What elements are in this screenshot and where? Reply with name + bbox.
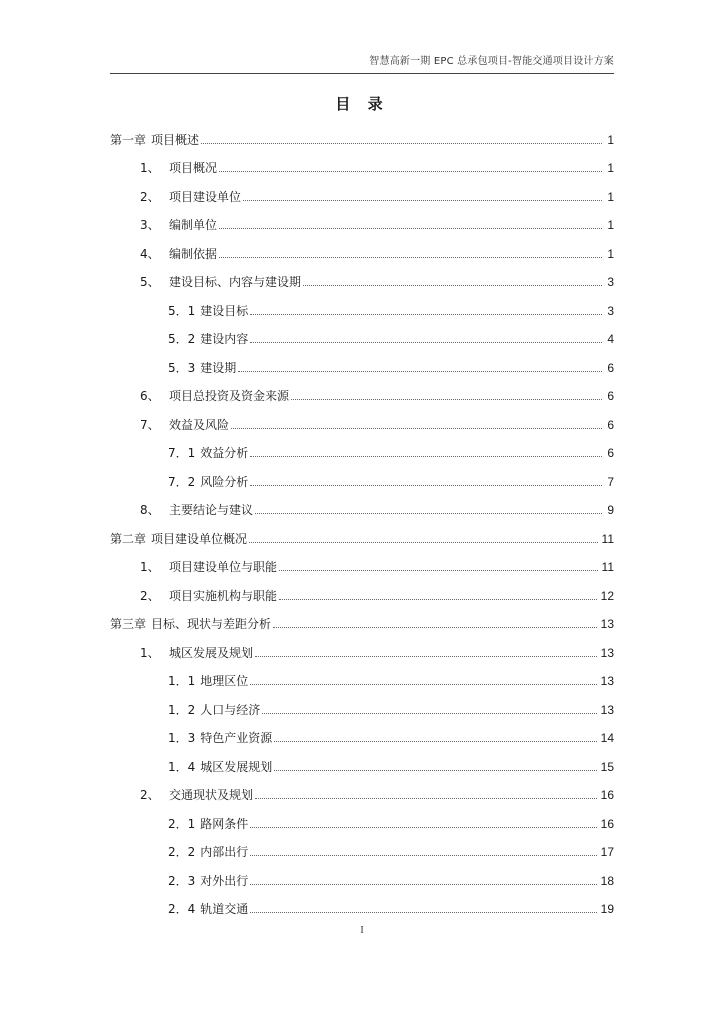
- dot-leader: [250, 912, 596, 913]
- dot-leader: [250, 342, 602, 343]
- dot-leader: [303, 285, 602, 286]
- entry-number: 1．3: [168, 731, 196, 745]
- entry-title: 编制单位: [169, 218, 218, 232]
- entry-title: 对外出行: [200, 873, 249, 888]
- entry-title: 项目概况: [169, 161, 218, 175]
- entry-page-number: 1: [607, 218, 614, 232]
- entry-number: 第三章: [110, 617, 147, 631]
- entry-number: 4、: [140, 246, 160, 261]
- dot-leader: [274, 770, 596, 771]
- entry-page-number: 7: [607, 474, 614, 489]
- entry-title: 项目建设单位: [169, 189, 242, 204]
- toc-entry[interactable]: [110, 831, 614, 860]
- dot-leader: [250, 855, 596, 856]
- entry-number: 2．3: [168, 873, 196, 888]
- entry-page-number: 1: [607, 246, 614, 261]
- dot-leader: [219, 228, 602, 229]
- entry-number: 7．2: [168, 474, 196, 489]
- entry-number: 1、: [140, 560, 160, 574]
- dot-leader: [255, 513, 602, 514]
- dot-leader: [250, 456, 602, 457]
- entry-number: 第一章: [110, 132, 147, 147]
- entry-page-number: 15: [600, 759, 614, 774]
- toc-entry[interactable]: [110, 147, 614, 176]
- entry-page-number: 4: [607, 332, 614, 346]
- entry-title: 风险分析: [200, 474, 249, 489]
- entry-title: 编制依据: [169, 246, 218, 261]
- entry-title: 主要结论与建议: [169, 503, 254, 517]
- entry-page-number: 13: [600, 702, 614, 717]
- entry-page-number: 16: [600, 788, 614, 802]
- dot-leader: [279, 570, 598, 571]
- dot-leader: [243, 200, 602, 201]
- toc-entry[interactable]: [110, 460, 614, 489]
- entry-title: 城区发展及规划: [169, 645, 254, 660]
- entry-page-number: 3: [607, 275, 614, 289]
- entry-number: 5．3: [168, 360, 196, 375]
- dot-leader: [250, 827, 596, 828]
- toc-entry[interactable]: [110, 888, 614, 917]
- dot-leader: [250, 314, 602, 315]
- entry-title: 轨道交通: [200, 902, 249, 916]
- toc-entry[interactable]: [110, 318, 614, 347]
- toc-entry[interactable]: [110, 432, 614, 461]
- dot-leader: [201, 143, 602, 144]
- toc-entry[interactable]: [110, 603, 614, 632]
- entry-number: 1、: [140, 161, 160, 175]
- dot-leader: [274, 741, 596, 742]
- dot-leader: [262, 713, 596, 714]
- entry-page-number: 3: [607, 303, 614, 318]
- dot-leader: [255, 656, 597, 657]
- entry-number: 7．1: [168, 446, 196, 460]
- entry-page-number: 14: [600, 731, 614, 745]
- toc-entry[interactable]: [110, 489, 614, 518]
- entry-page-number: 17: [600, 845, 614, 859]
- entry-number: 2．2: [168, 845, 196, 859]
- entry-number: 5、: [140, 275, 160, 289]
- toc-entry[interactable]: [110, 802, 614, 831]
- toc-entry[interactable]: [110, 745, 614, 774]
- entry-number: 3、: [140, 218, 160, 232]
- toc-title: 目 录: [335, 95, 389, 113]
- entry-page-number: 13: [600, 645, 614, 660]
- entry-number: 2、: [140, 588, 160, 603]
- entry-number: 2、: [140, 189, 160, 204]
- entry-title: 建设目标、内容与建设期: [169, 275, 302, 289]
- entry-number: 1、: [140, 645, 160, 660]
- entry-number: 7、: [140, 417, 160, 432]
- entry-page-number: 1: [607, 161, 614, 175]
- toc-entry[interactable]: [110, 403, 614, 432]
- toc-entry[interactable]: [110, 375, 614, 404]
- entry-number: 8、: [140, 503, 160, 517]
- entry-page-number: 16: [600, 816, 614, 831]
- entry-number: 1．2: [168, 702, 196, 717]
- entry-page-number: 12: [600, 588, 614, 603]
- dot-leader: [219, 171, 602, 172]
- entry-page-number: 13: [600, 617, 614, 631]
- toc-entry[interactable]: [110, 660, 614, 689]
- toc-entry[interactable]: [110, 717, 614, 746]
- dot-leader: [219, 257, 602, 258]
- dot-leader: [250, 485, 602, 486]
- entry-title: 特色产业资源: [200, 731, 273, 745]
- entry-title: 项目概述: [151, 132, 200, 147]
- entry-title: 人口与经济: [200, 702, 261, 717]
- entry-title: 项目实施机构与职能: [169, 588, 278, 603]
- entry-page-number: 6: [607, 389, 614, 403]
- dot-leader: [255, 798, 597, 799]
- entry-page-number: 18: [600, 873, 614, 888]
- entry-page-number: 6: [607, 417, 614, 432]
- toc-entry[interactable]: [110, 631, 614, 660]
- entry-page-number: 9: [607, 503, 614, 517]
- entry-title: 项目总投资及资金来源: [169, 389, 290, 403]
- toc-entry[interactable]: [110, 346, 614, 375]
- entry-number: 5．1: [168, 303, 196, 318]
- entry-page-number: 6: [607, 360, 614, 375]
- entry-page-number: 11: [601, 531, 614, 546]
- entry-title: 目标、现状与差距分析: [151, 617, 272, 631]
- entry-page-number: 6: [607, 446, 614, 460]
- entry-title: 效益分析: [200, 446, 249, 460]
- entry-title: 项目建设单位概况: [151, 531, 248, 546]
- toc-entry[interactable]: [110, 574, 614, 603]
- entry-number: 6、: [140, 389, 160, 403]
- table-of-contents: [110, 118, 614, 916]
- entry-title: 建设目标: [200, 303, 249, 318]
- entry-page-number: 1: [607, 189, 614, 204]
- entry-number: 1．4: [168, 759, 196, 774]
- running-header: 智慧高新一期 EPC 总承包项目-智能交通项目设计方案: [369, 56, 614, 67]
- entry-number: 第二章: [110, 531, 147, 546]
- toc-entry[interactable]: [110, 774, 614, 803]
- toc-entry[interactable]: [110, 175, 614, 204]
- toc-entry[interactable]: [110, 859, 614, 888]
- entry-title: 路网条件: [200, 816, 249, 831]
- toc-entry[interactable]: [110, 517, 614, 546]
- toc-entry[interactable]: [110, 118, 614, 147]
- entry-page-number: 1: [607, 132, 614, 147]
- entry-title: 建设内容: [200, 332, 249, 346]
- entry-title: 项目建设单位与职能: [169, 560, 278, 574]
- footer-page-number: I: [360, 925, 364, 936]
- toc-entry[interactable]: [110, 546, 614, 575]
- toc-entry[interactable]: [110, 232, 614, 261]
- dot-leader: [279, 599, 597, 600]
- entry-title: 地理区位: [200, 674, 249, 688]
- entry-number: 2．1: [168, 816, 196, 831]
- entry-title: 内部出行: [200, 845, 249, 859]
- toc-entry[interactable]: [110, 204, 614, 233]
- dot-leader: [291, 399, 602, 400]
- dot-leader: [250, 684, 596, 685]
- entry-title: 城区发展规划: [200, 759, 273, 774]
- entry-number: 1．1: [168, 674, 196, 688]
- dot-leader: [231, 428, 602, 429]
- dot-leader: [249, 542, 598, 543]
- entry-number: 5．2: [168, 332, 196, 346]
- entry-title: 交通现状及规划: [169, 788, 254, 802]
- entry-page-number: 19: [600, 902, 614, 916]
- entry-number: 2、: [140, 788, 160, 802]
- entry-page-number: 11: [601, 560, 614, 574]
- header-rule: [110, 73, 614, 74]
- dot-leader: [250, 884, 596, 885]
- toc-entry[interactable]: [110, 261, 614, 290]
- dot-leader: [238, 371, 602, 372]
- entry-title: 效益及风险: [169, 417, 230, 432]
- entry-number: 2．4: [168, 902, 196, 916]
- entry-page-number: 13: [600, 674, 614, 688]
- toc-entry[interactable]: [110, 289, 614, 318]
- toc-entry[interactable]: [110, 688, 614, 717]
- entry-title: 建设期: [200, 360, 237, 375]
- dot-leader: [273, 627, 597, 628]
